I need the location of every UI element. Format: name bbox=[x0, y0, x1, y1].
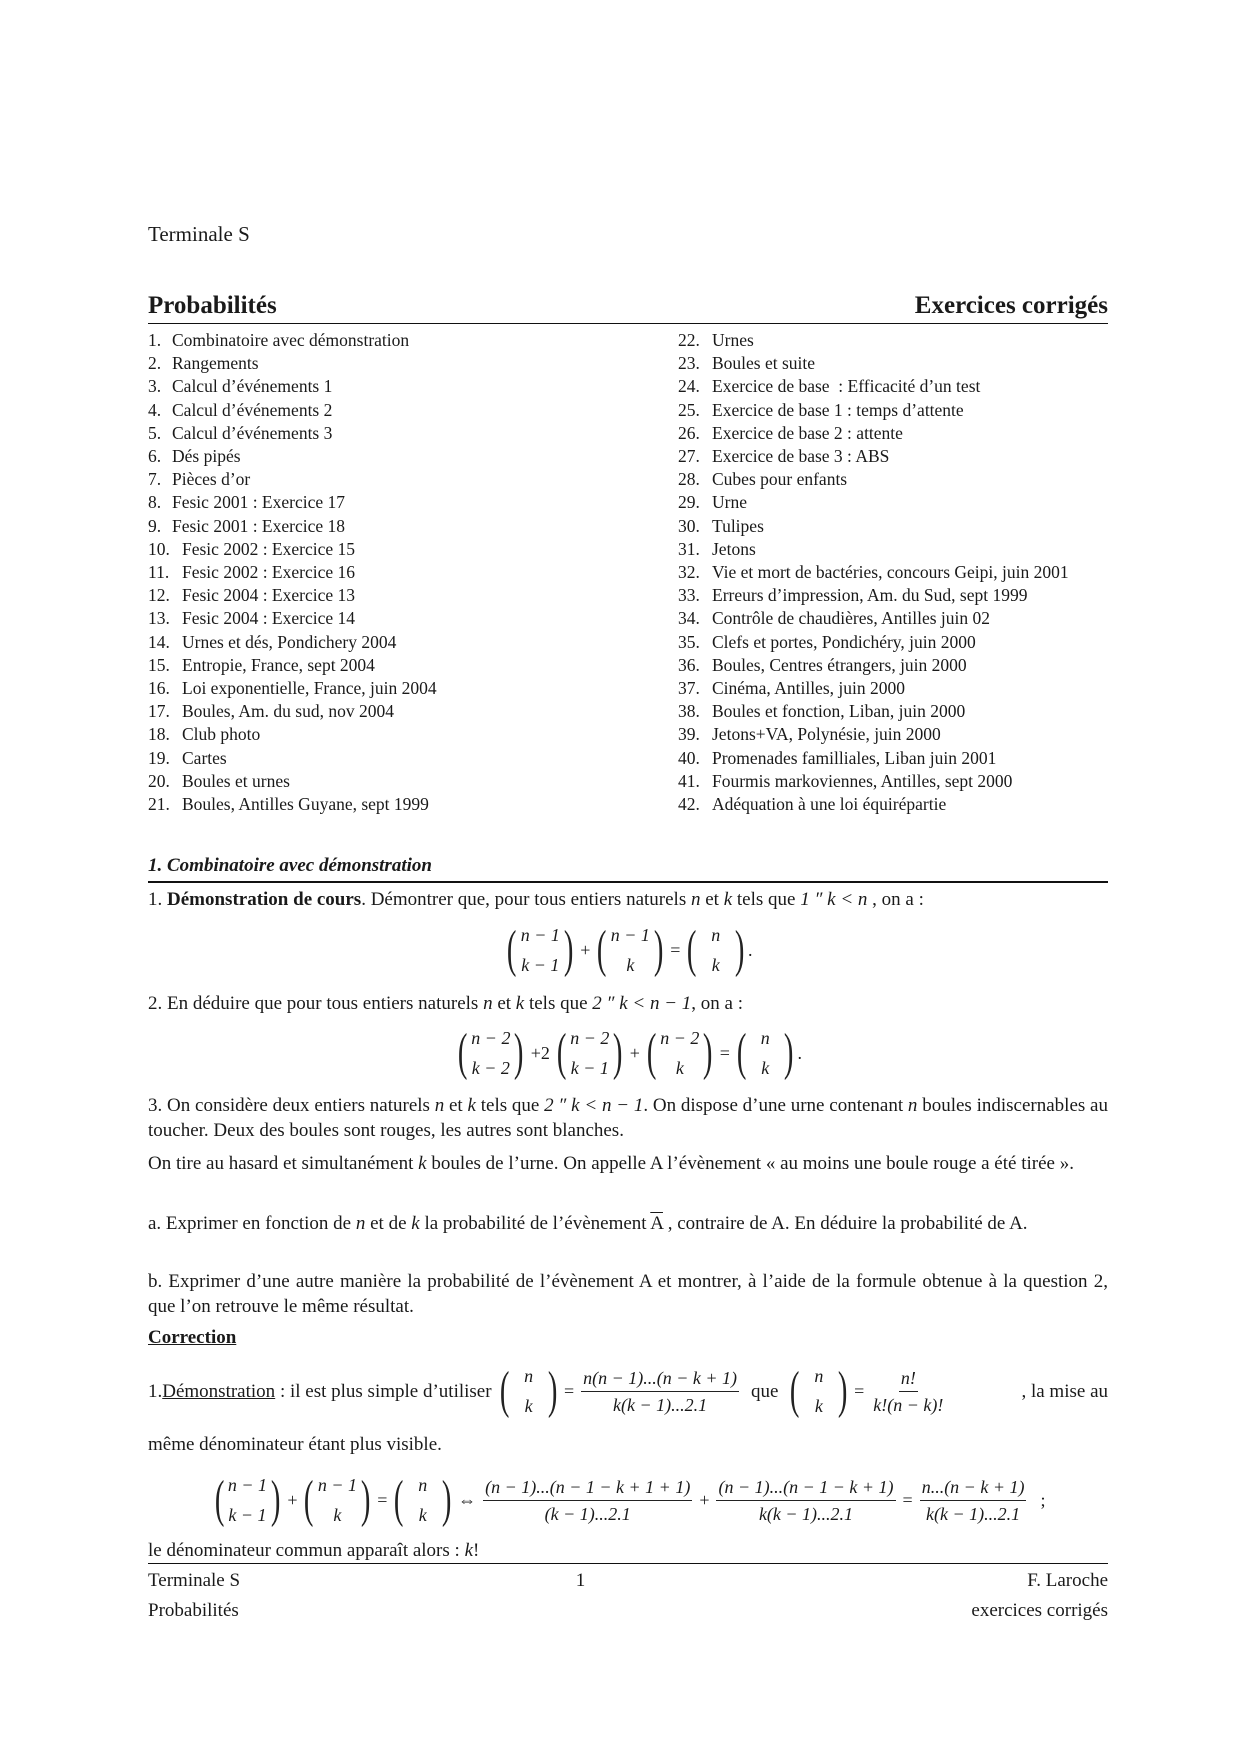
toc-item-label: Fesic 2001 : Exercice 17 bbox=[172, 492, 346, 513]
toc-item-label: Cartes bbox=[182, 747, 227, 768]
toc-item-label: Boules, Centres étrangers, juin 2000 bbox=[712, 654, 967, 675]
footer-author: F. Laroche bbox=[1027, 1570, 1108, 1591]
toc-item bbox=[148, 747, 678, 770]
section-heading: 1. Combinatoire avec démonstration bbox=[148, 851, 1108, 883]
toc-item bbox=[678, 468, 1069, 491]
toc-item-number: 3. bbox=[148, 376, 162, 397]
toc-item-label: Urnes et dés, Pondichery 2004 bbox=[182, 631, 397, 652]
toc-item-number: 42. bbox=[678, 794, 700, 815]
table-of-contents bbox=[148, 329, 1108, 816]
toc-item-number: 30. bbox=[678, 515, 700, 536]
footer-row-2 bbox=[148, 1596, 1108, 1626]
correction-1-continued bbox=[148, 1432, 1108, 1457]
toc-item-label: Tulipes bbox=[712, 515, 764, 536]
toc-item-label: Promenades familliales, Liban juin 2001 bbox=[712, 747, 997, 768]
toc-item bbox=[148, 700, 678, 723]
toc-item-label: Fesic 2004 : Exercice 13 bbox=[182, 585, 356, 606]
toc-item-label: Loi exponentielle, France, juin 2004 bbox=[182, 678, 437, 699]
toc-item-label: Contrôle de chaudières, Antilles juin 02 bbox=[712, 608, 991, 629]
toc-item-number: 5. bbox=[148, 422, 162, 443]
question-3b: b. Exprimer d’une autre manière la probabilité de l’évènement A et montrer, à l’aide de la formule obtenue à la question 2, que l’on retrouve le même résultat. bbox=[148, 1271, 1108, 1317]
toc-item-label: Exercice de base 3 : ABS bbox=[712, 446, 890, 467]
toc-item-label: Fourmis markoviennes, Antilles, sept 2000 bbox=[712, 770, 1013, 791]
toc-item bbox=[148, 375, 678, 398]
question-3a: a. Exprimer en fonction de n et de k la probabilité de l’évènement $\overline{A}$ , contraire de A. En déduire la probabilité de A. bbox=[148, 1213, 1028, 1234]
binomial: ( n − 1 k ) bbox=[597, 921, 664, 978]
toc-item-number: 35. bbox=[678, 631, 700, 652]
binomial: ( n − 1 k − 1 ) bbox=[214, 1471, 281, 1528]
toc-item bbox=[148, 538, 678, 561]
toc-item-label: Clefs et portes, Pondichéry, juin 2000 bbox=[712, 631, 976, 652]
toc-item bbox=[678, 399, 1069, 422]
page-number: 1 bbox=[575, 1570, 586, 1591]
toc-left-column bbox=[148, 329, 678, 816]
toc-item-label: Jetons+VA, Polynésie, juin 2000 bbox=[712, 724, 941, 745]
toc-item-number: 6. bbox=[148, 446, 162, 467]
toc-item-label: Adéquation à une loi équirépartie bbox=[712, 794, 947, 815]
toc-item bbox=[678, 677, 1069, 700]
toc-item-number: 25. bbox=[678, 399, 700, 420]
toc-item-number: 26. bbox=[678, 422, 700, 443]
footer-row-1 bbox=[148, 1566, 1108, 1596]
equation-question-2: ( n − 2 k − 2 ) +2 ( n − 2 k − 1 ) + ( n − 2 k ) = ( n k ) . bbox=[148, 1018, 1108, 1088]
toc-item-number: 40. bbox=[678, 747, 700, 768]
toc-item bbox=[678, 700, 1069, 723]
toc-item-number: 9. bbox=[148, 515, 162, 536]
toc-item-number: 28. bbox=[678, 469, 700, 490]
footer-subject: Probabilités bbox=[148, 1600, 239, 1621]
toc-item-label: Urnes bbox=[712, 330, 754, 350]
correction-1-tail bbox=[998, 1360, 1108, 1422]
toc-item bbox=[148, 793, 678, 816]
toc-item-label: Club photo bbox=[182, 724, 261, 745]
toc-item bbox=[148, 584, 678, 607]
toc-item-label: Fesic 2001 : Exercice 18 bbox=[172, 515, 346, 536]
toc-item bbox=[148, 352, 678, 375]
toc-item bbox=[148, 677, 678, 700]
toc-item bbox=[678, 561, 1069, 584]
toc-item-number: 21. bbox=[148, 794, 170, 815]
correction-1-conclusion: le dénominateur commun apparaît alors : k! bbox=[148, 1540, 480, 1561]
toc-item bbox=[148, 607, 678, 630]
toc-item bbox=[678, 747, 1069, 770]
toc-item-number: 11. bbox=[148, 562, 170, 583]
binomial: ( n k ) bbox=[500, 1362, 558, 1419]
toc-item-number: 34. bbox=[678, 608, 700, 629]
toc-item-number: 27. bbox=[678, 446, 700, 467]
toc-item-label: Urne bbox=[712, 492, 747, 513]
footer-doc-type: exercices corrigés bbox=[971, 1600, 1108, 1621]
toc-item bbox=[678, 538, 1069, 561]
toc-item-label: Fesic 2002 : Exercice 15 bbox=[182, 538, 356, 559]
binomial: ( n − 1 k − 1 ) bbox=[507, 921, 574, 978]
fraction: $\frac{n...(n - k + 1)}{k(k - 1)...2.1}$ bbox=[921, 1476, 1025, 1524]
condition: 1 ″ k < n bbox=[800, 889, 868, 910]
toc-item-label: Pièces d’or bbox=[172, 469, 251, 490]
binomial: ( n k ) bbox=[687, 921, 745, 978]
toc-item-label: Boules, Am. du sud, nov 2004 bbox=[182, 701, 394, 722]
toc-item bbox=[678, 607, 1069, 630]
toc-item-label: Exercice de base 1 : temps d’attente bbox=[712, 399, 964, 420]
question-1: 1. Démonstration de cours. Démontrer que, pour tous entiers naturels n et k tels que 1 ″ k < n , on a : bbox=[148, 889, 924, 910]
toc-item bbox=[678, 329, 1069, 352]
toc-item-number: 41. bbox=[678, 770, 700, 791]
toc-item-label: Calcul d’événements 3 bbox=[172, 422, 333, 443]
toc-item-label: Fesic 2002 : Exercice 16 bbox=[182, 562, 356, 583]
toc-item-number: 32. bbox=[678, 562, 700, 583]
toc-item-number: 22. bbox=[678, 330, 700, 350]
toc-item-number: 12. bbox=[148, 585, 170, 606]
toc-item-number: 10. bbox=[148, 538, 170, 559]
toc-item-label: Exercice de base : Efficacité d’un test bbox=[712, 376, 981, 397]
toc-item bbox=[148, 399, 678, 422]
toc-item bbox=[678, 723, 1069, 746]
toc-item bbox=[678, 352, 1069, 375]
condition: 2 ″ k < n − 1 bbox=[544, 1095, 644, 1116]
question-3-draw: On tire au hasard et simultanément k boules de l’urne. On appelle A l’évènement « au moins une boule rouge a été tirée ». bbox=[148, 1153, 1074, 1174]
document-title: Probabilités bbox=[148, 292, 277, 319]
toc-item-number: 8. bbox=[148, 492, 162, 513]
toc-item-label: Erreurs d’impression, Am. du Sud, sept 1999 bbox=[712, 585, 1028, 606]
footer-divider bbox=[148, 1563, 1108, 1564]
equation-pascal: ( n − 1 k − 1 ) + ( n − 1 k ) = ( n k ) . bbox=[148, 915, 1108, 985]
toc-item-label: Rangements bbox=[172, 353, 259, 374]
toc-item-label: Exercice de base 2 : attente bbox=[712, 422, 903, 443]
toc-item bbox=[678, 793, 1069, 816]
class-label: Terminale S bbox=[148, 222, 250, 246]
toc-item-number: 20. bbox=[148, 770, 170, 791]
toc-item bbox=[678, 491, 1069, 514]
toc-item-number: 24. bbox=[678, 376, 700, 397]
correction-1-continued-text: même dénominateur étant plus visible. bbox=[148, 1434, 442, 1455]
toc-item-number: 17. bbox=[148, 701, 170, 722]
toc-item-number: 39. bbox=[678, 724, 700, 745]
fraction: $\frac{n(n - 1)...(n - k + 1)}{k(k - 1)...2.1}$ bbox=[583, 1367, 738, 1415]
toc-item bbox=[148, 329, 678, 352]
fraction: $\frac{(n - 1)...(n - 1 - k + 1 + 1)}{(k - 1)...2.1}$ bbox=[485, 1476, 691, 1524]
correction-1: 1. Démonstration : il est plus simple d’utiliser ( n k ) = $\frac{n(n - 1)...(n - k + 1)}{k(k - 1)...2.1}$ que ( n k ) = $\frac{n!}{k!(n - k)!}$ bbox=[148, 1362, 944, 1419]
fraction: $\frac{(n - 1)...(n - 1 - k + 1)}{k(k - 1)...2.1}$ bbox=[718, 1476, 894, 1524]
toc-item-label: Entropie, France, sept 2004 bbox=[182, 654, 375, 675]
toc-item-number: 33. bbox=[678, 585, 700, 606]
toc-item bbox=[678, 422, 1069, 445]
condition: 2 ″ k < n − 1 bbox=[592, 993, 692, 1014]
toc-item bbox=[148, 445, 678, 468]
toc-item bbox=[148, 654, 678, 677]
toc-item-label: Calcul d’événements 1 bbox=[172, 376, 333, 397]
toc-item-number: 16. bbox=[148, 678, 170, 699]
toc-item-label: Dés pipés bbox=[172, 446, 241, 467]
toc-item bbox=[148, 561, 678, 584]
toc-item-label: Vie et mort de bactéries, concours Geipi, juin 2001 bbox=[712, 562, 1069, 583]
toc-item bbox=[148, 468, 678, 491]
toc-item-number: 7. bbox=[148, 469, 162, 490]
toc-item-number: 23. bbox=[678, 353, 700, 374]
toc-item-number: 31. bbox=[678, 538, 700, 559]
toc-item bbox=[148, 631, 678, 654]
binomial: ( n − 2 k ) bbox=[646, 1024, 713, 1081]
document-title-bar bbox=[148, 287, 1108, 324]
toc-item bbox=[148, 723, 678, 746]
toc-item-number: 2. bbox=[148, 353, 162, 374]
complement-event: $\overline{A}$ bbox=[650, 1213, 663, 1234]
correction-1-tail-text: , la mise au bbox=[1021, 1380, 1108, 1402]
toc-item-label: Cubes pour enfants bbox=[712, 469, 848, 490]
toc-item bbox=[678, 445, 1069, 468]
document-subtitle: Exercices corrigés bbox=[914, 292, 1108, 319]
fraction: $\frac{n!}{k!(n - k)!}$ bbox=[873, 1367, 944, 1415]
toc-item-number: 13. bbox=[148, 608, 170, 629]
toc-item-number: 14. bbox=[148, 631, 170, 652]
binomial: ( n − 2 k − 2 ) bbox=[457, 1024, 524, 1081]
toc-item-label: Combinatoire avec démonstration bbox=[172, 330, 410, 350]
toc-item-number: 38. bbox=[678, 701, 700, 722]
toc-item-number: 4. bbox=[148, 399, 162, 420]
question-1-title: Démonstration de cours bbox=[167, 889, 362, 910]
toc-item bbox=[148, 770, 678, 793]
binomial: ( n − 1 k ) bbox=[304, 1471, 371, 1528]
binomial: ( n k ) bbox=[736, 1024, 794, 1081]
toc-item-number: 29. bbox=[678, 492, 700, 513]
toc-right-column bbox=[678, 329, 1069, 816]
toc-item-label: Calcul d’événements 2 bbox=[172, 399, 333, 420]
toc-item-label: Fesic 2004 : Exercice 14 bbox=[182, 608, 356, 629]
binomial: ( n − 2 k − 1 ) bbox=[556, 1024, 623, 1081]
question-2: 2. En déduire que pour tous entiers naturels n et k tels que 2 ″ k < n − 1, on a : bbox=[148, 993, 744, 1014]
toc-item-label: Boules et fonction, Liban, juin 2000 bbox=[712, 701, 966, 722]
toc-item bbox=[678, 654, 1069, 677]
toc-item-number: 37. bbox=[678, 678, 700, 699]
toc-item-label: Boules, Antilles Guyane, sept 1999 bbox=[182, 794, 429, 815]
binomial: ( n k ) bbox=[790, 1362, 848, 1419]
equation-correction: ( n − 1 k − 1 ) + ( n − 1 k ) = ( n k ) ⇔ $\frac{(n - 1)...(n - 1 - k + 1 + 1)}{(k - 1)...2.1}$ + $\frac{(n - 1)...(n - 1 - k + 1)}{k(k - 1)...2.1}$ = $\frac{n...(n - k + 1)}{k(k - 1)...2.1}$ ; bbox=[148, 1465, 1108, 1535]
toc-item bbox=[678, 515, 1069, 538]
footer-class: Terminale S bbox=[148, 1570, 241, 1591]
toc-item-number: 19. bbox=[148, 747, 170, 768]
binomial: ( n k ) bbox=[394, 1471, 452, 1528]
toc-item-number: 18. bbox=[148, 724, 170, 745]
toc-item-label: Boules et suite bbox=[712, 353, 816, 374]
toc-item bbox=[148, 491, 678, 514]
equivalence-icon: ⇔ bbox=[458, 1489, 477, 1510]
toc-item-number: 1. bbox=[148, 330, 162, 350]
toc-item bbox=[678, 375, 1069, 398]
toc-item bbox=[678, 584, 1069, 607]
question-3: 3. On considère deux entiers naturels n et k tels que 2 ″ k < n − 1. On dispose d’une urne contenant n boules indiscernables au toucher. Deux des boules sont rouges, les autres sont blanches. bbox=[148, 1095, 1108, 1141]
toc-item bbox=[678, 631, 1069, 654]
toc-item-label: Jetons bbox=[712, 538, 756, 559]
toc-item-number: 15. bbox=[148, 654, 170, 675]
correction-heading: Correction bbox=[148, 1327, 237, 1348]
toc-item-label: Boules et urnes bbox=[182, 770, 290, 791]
toc-item-number: 36. bbox=[678, 654, 700, 675]
toc-item bbox=[678, 770, 1069, 793]
toc-item bbox=[148, 515, 678, 538]
toc-item bbox=[148, 422, 678, 445]
toc-item-label: Cinéma, Antilles, juin 2000 bbox=[712, 678, 905, 699]
